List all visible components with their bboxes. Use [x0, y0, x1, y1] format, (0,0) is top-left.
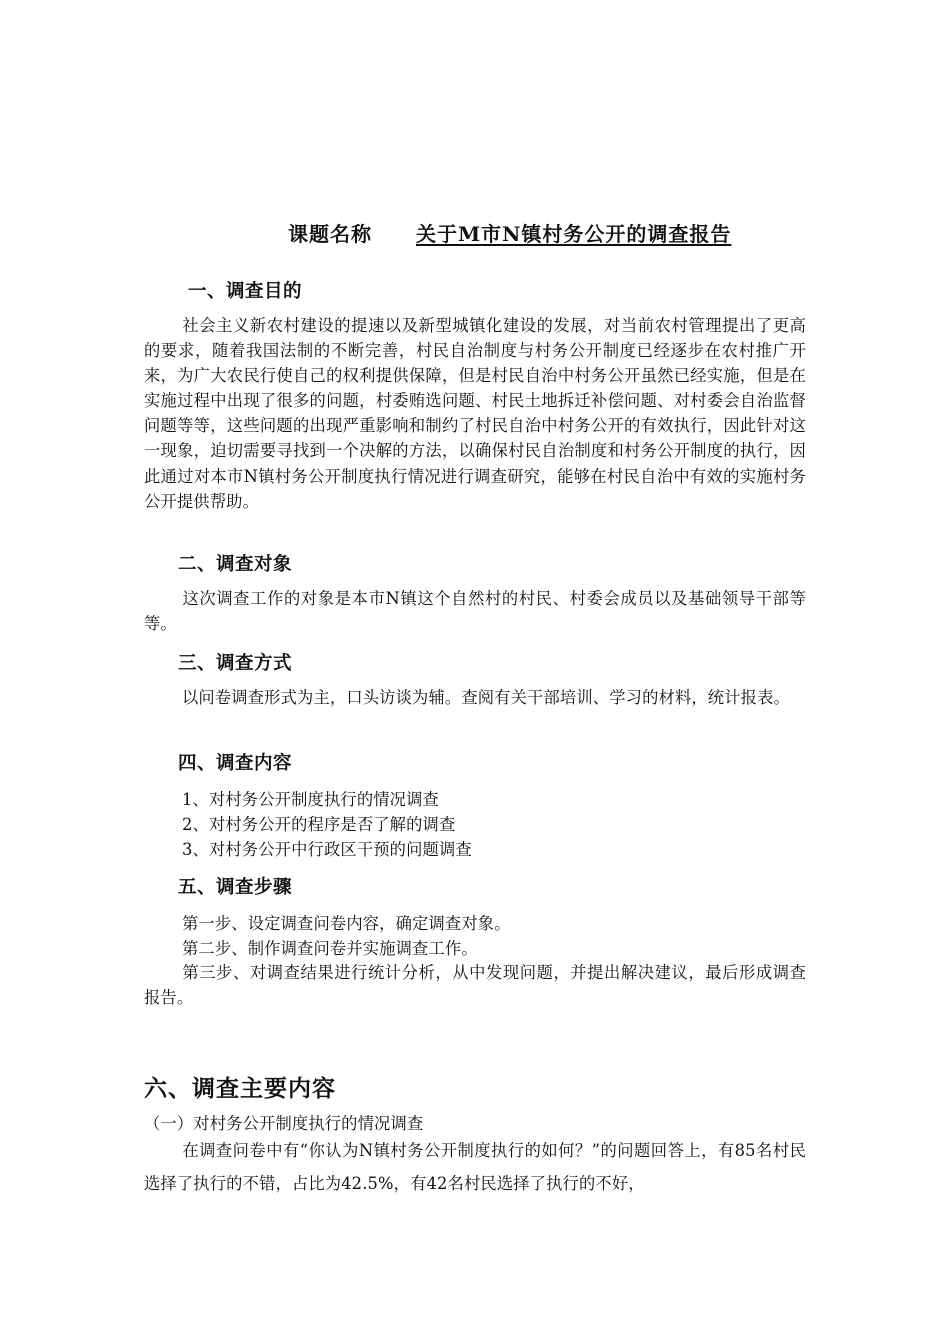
title-name: 关于M市N镇村务公开的调查报告: [415, 222, 732, 246]
section-body-purpose: 社会主义新农村建设的提速以及新型城镇化建设的发展，对当前农村管理提出了更高的要求，随着我国法制的不断完善，村民自治制度与村务公开制度已经逐步在农村推广开来，为广大农民行使自己的权利提供保障，但是村民自治中村务公开虽然已经实施，但是在实施过程中出现了很多的问题，村委贿选问题、村民土地拆迁补偿问题、对村委会自治监督问题等等，这些问题的出现严重影响和制约了村民自治中村务公开的有效执行，因此针对这一现象，迫切需要寻找到一个决解的方法，以确保村民自治制度和村务公开制度的执行，因此通过对本市N镇村务公开制度执行情况进行调查研究，能够在村民自治中有效的实施村务公开提供帮助。: [144, 316, 806, 511]
section-heading-purpose: 一、调查目的: [188, 281, 303, 302]
list-item: 1、对村务公开制度执行的情况调查: [182, 790, 439, 809]
step-item: 第一步、设定调查问卷内容，确定调查对象。: [182, 914, 511, 933]
step-item: 第三步、对调查结果进行统计分析，从中发现问题，并提出解决建议，最后形成调查报告。: [144, 963, 806, 1008]
section-heading-steps: 五、调查步骤: [178, 877, 293, 898]
section-heading-method: 三、调查方式: [178, 653, 293, 674]
section-body-method: 以问卷调查形式为主，口头访谈为辅。查阅有关干部培训、学习的材料，统计报表。: [182, 688, 790, 707]
title-label: 课题名称: [288, 222, 372, 246]
section-heading-main: 六、调查主要内容: [144, 1076, 336, 1102]
report-title: [288, 218, 731, 247]
list-item: 2、对村务公开的程序是否了解的调查: [182, 815, 456, 834]
section-heading-object: 二、调查对象: [178, 554, 293, 575]
section-heading-content: 四、调查内容: [178, 753, 293, 774]
section-body-object: 这次调查工作的对象是本市N镇这个自然村的村民、村委会成员以及基础领导干部等等。: [144, 589, 806, 634]
list-item: 3、对村务公开中行政区干预的问题调查: [182, 840, 472, 859]
step-item: 第二步、制作调查问卷并实施调查工作。: [182, 939, 478, 958]
main-paragraph: 在调查问卷中有“你认为N镇村务公开制度执行的如何？”的问题回答上，有85名村民选择了执行的不错，占比为42.5%，有42名村民选择了执行的不好，: [144, 1141, 806, 1193]
subsection-heading: （一）对村务公开制度执行的情况调查: [144, 1114, 424, 1133]
